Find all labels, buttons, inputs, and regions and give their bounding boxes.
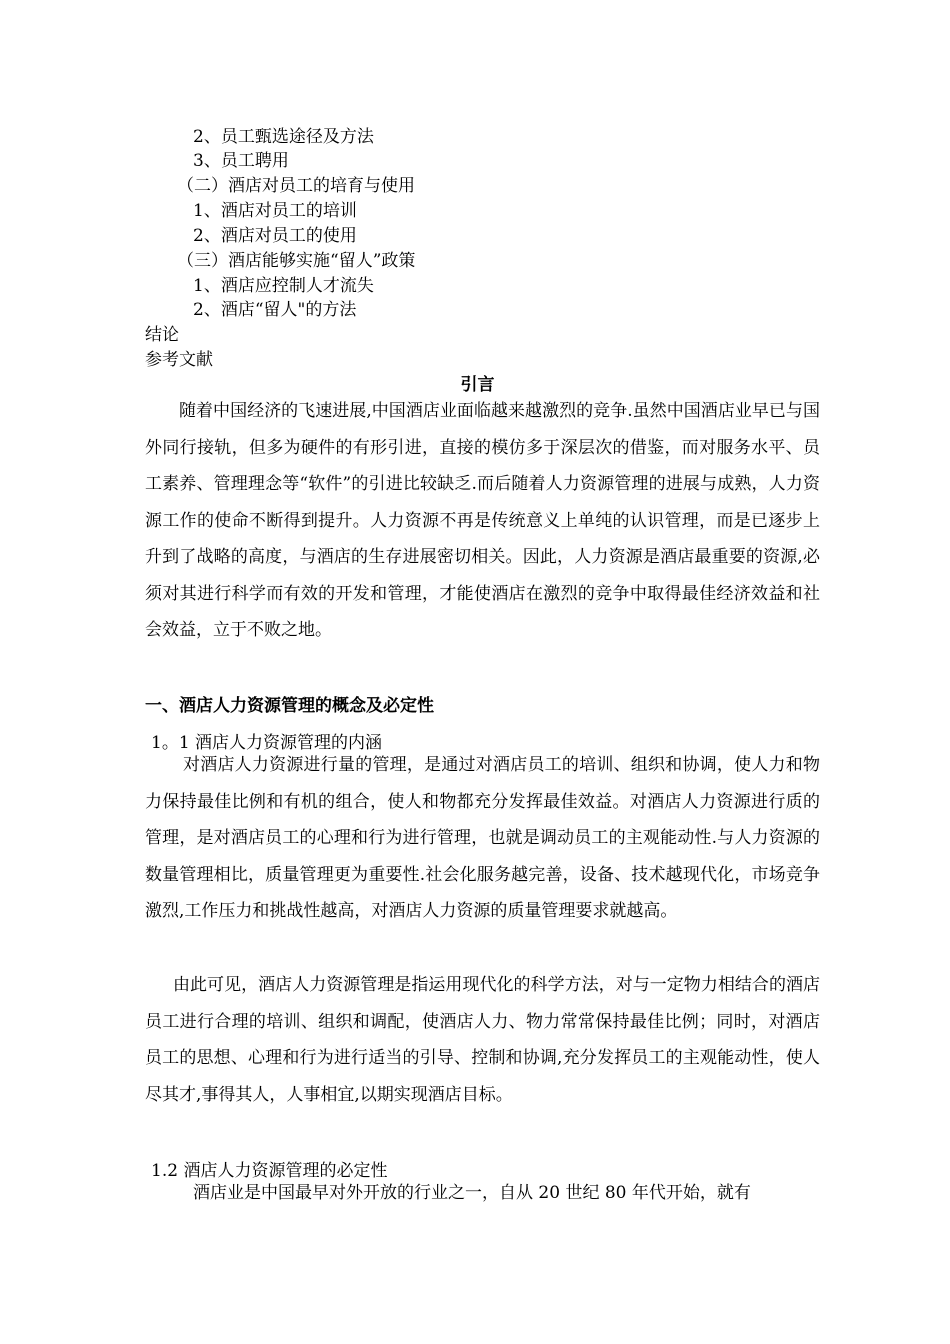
intro-title: 引言 — [460, 375, 495, 395]
toc-item: 1、酒店应控制人才流失 — [193, 276, 374, 296]
toc-item: 参考文献 — [145, 350, 213, 370]
intro-paragraph: 随着中国经济的飞速进展,中国酒店业面临越来越激烈的竞争.虽然中国酒店业早已与国外同行接轨，但多为硬件的有形引进，直接的模仿多于深层次的借鉴，而对服务水平、员工素养、管理理念等“软件”的引进比较缺乏.而后随着人力资源管理的进展与成熟，人力资源工作的使命不断得到提升。人力资源不再是传统意义上单纯的认识管理，而是已逐步上升到了战略的高度，与酒店的生存进展密切相关。因此，人力资源是酒店最重要的资源,必须对其进行科学而有效的开发和管理，才能使酒店在激烈的竞争中取得最佳经济效益和社会效益，立于不败之地。 — [145, 401, 820, 640]
toc-item: （二）酒店对员工的培育与使用 — [177, 176, 415, 196]
toc-item: 2、酒店对员工的使用 — [193, 226, 357, 246]
section-title: 一、酒店人力资源管理的概念及必定性 — [145, 696, 434, 716]
body-paragraph: 酒店业是中国最早对外开放的行业之一，自从 20 世纪 80 年代开始，就有 — [193, 1183, 751, 1203]
body-paragraph: 对酒店人力资源进行量的管理，是通过对酒店员工的培训、组织和协调，使人力和物力保持最佳比例和有机的组合，使人和物都充分发挥最佳效益。对酒店人力资源进行质的管理，是对酒店员工的心理和行为进行管理，也就是调动员工的主观能动性.与人力资源的数量管理相比，质量管理更为重要性.社会化服务越完善，设备、技术越现代化，市场竞争激烈,工作压力和挑战性越高，对酒店人力资源的质量管理要求就越高。 — [145, 755, 820, 921]
subsection-title: 1。1 酒店人力资源管理的内涵 — [151, 733, 383, 753]
subsection-title: 1.2 酒店人力资源管理的必定性 — [151, 1161, 388, 1181]
toc-item: 2、员工甄选途径及方法 — [193, 127, 374, 147]
body-paragraph: 由此可见，酒店人力资源管理是指运用现代化的科学方法，对与一定物力相结合的酒店员工进行合理的培训、组织和调配，使酒店人力、物力常常保持最佳比例；同时，对酒店员工的思想、心理和行为进行适当的引导、控制和协调,充分发挥员工的主观能动性，使人尽其才,事得其人，人事相宜,以期实现酒店目标。 — [145, 975, 820, 1105]
toc-item: 结论 — [145, 325, 179, 345]
toc-item: （三）酒店能够实施“留人”政策 — [177, 251, 416, 271]
toc-item: 3、员工聘用 — [193, 151, 289, 171]
toc-item: 2、酒店“留人"的方法 — [193, 300, 357, 320]
toc-item: 1、酒店对员工的培训 — [193, 201, 357, 221]
